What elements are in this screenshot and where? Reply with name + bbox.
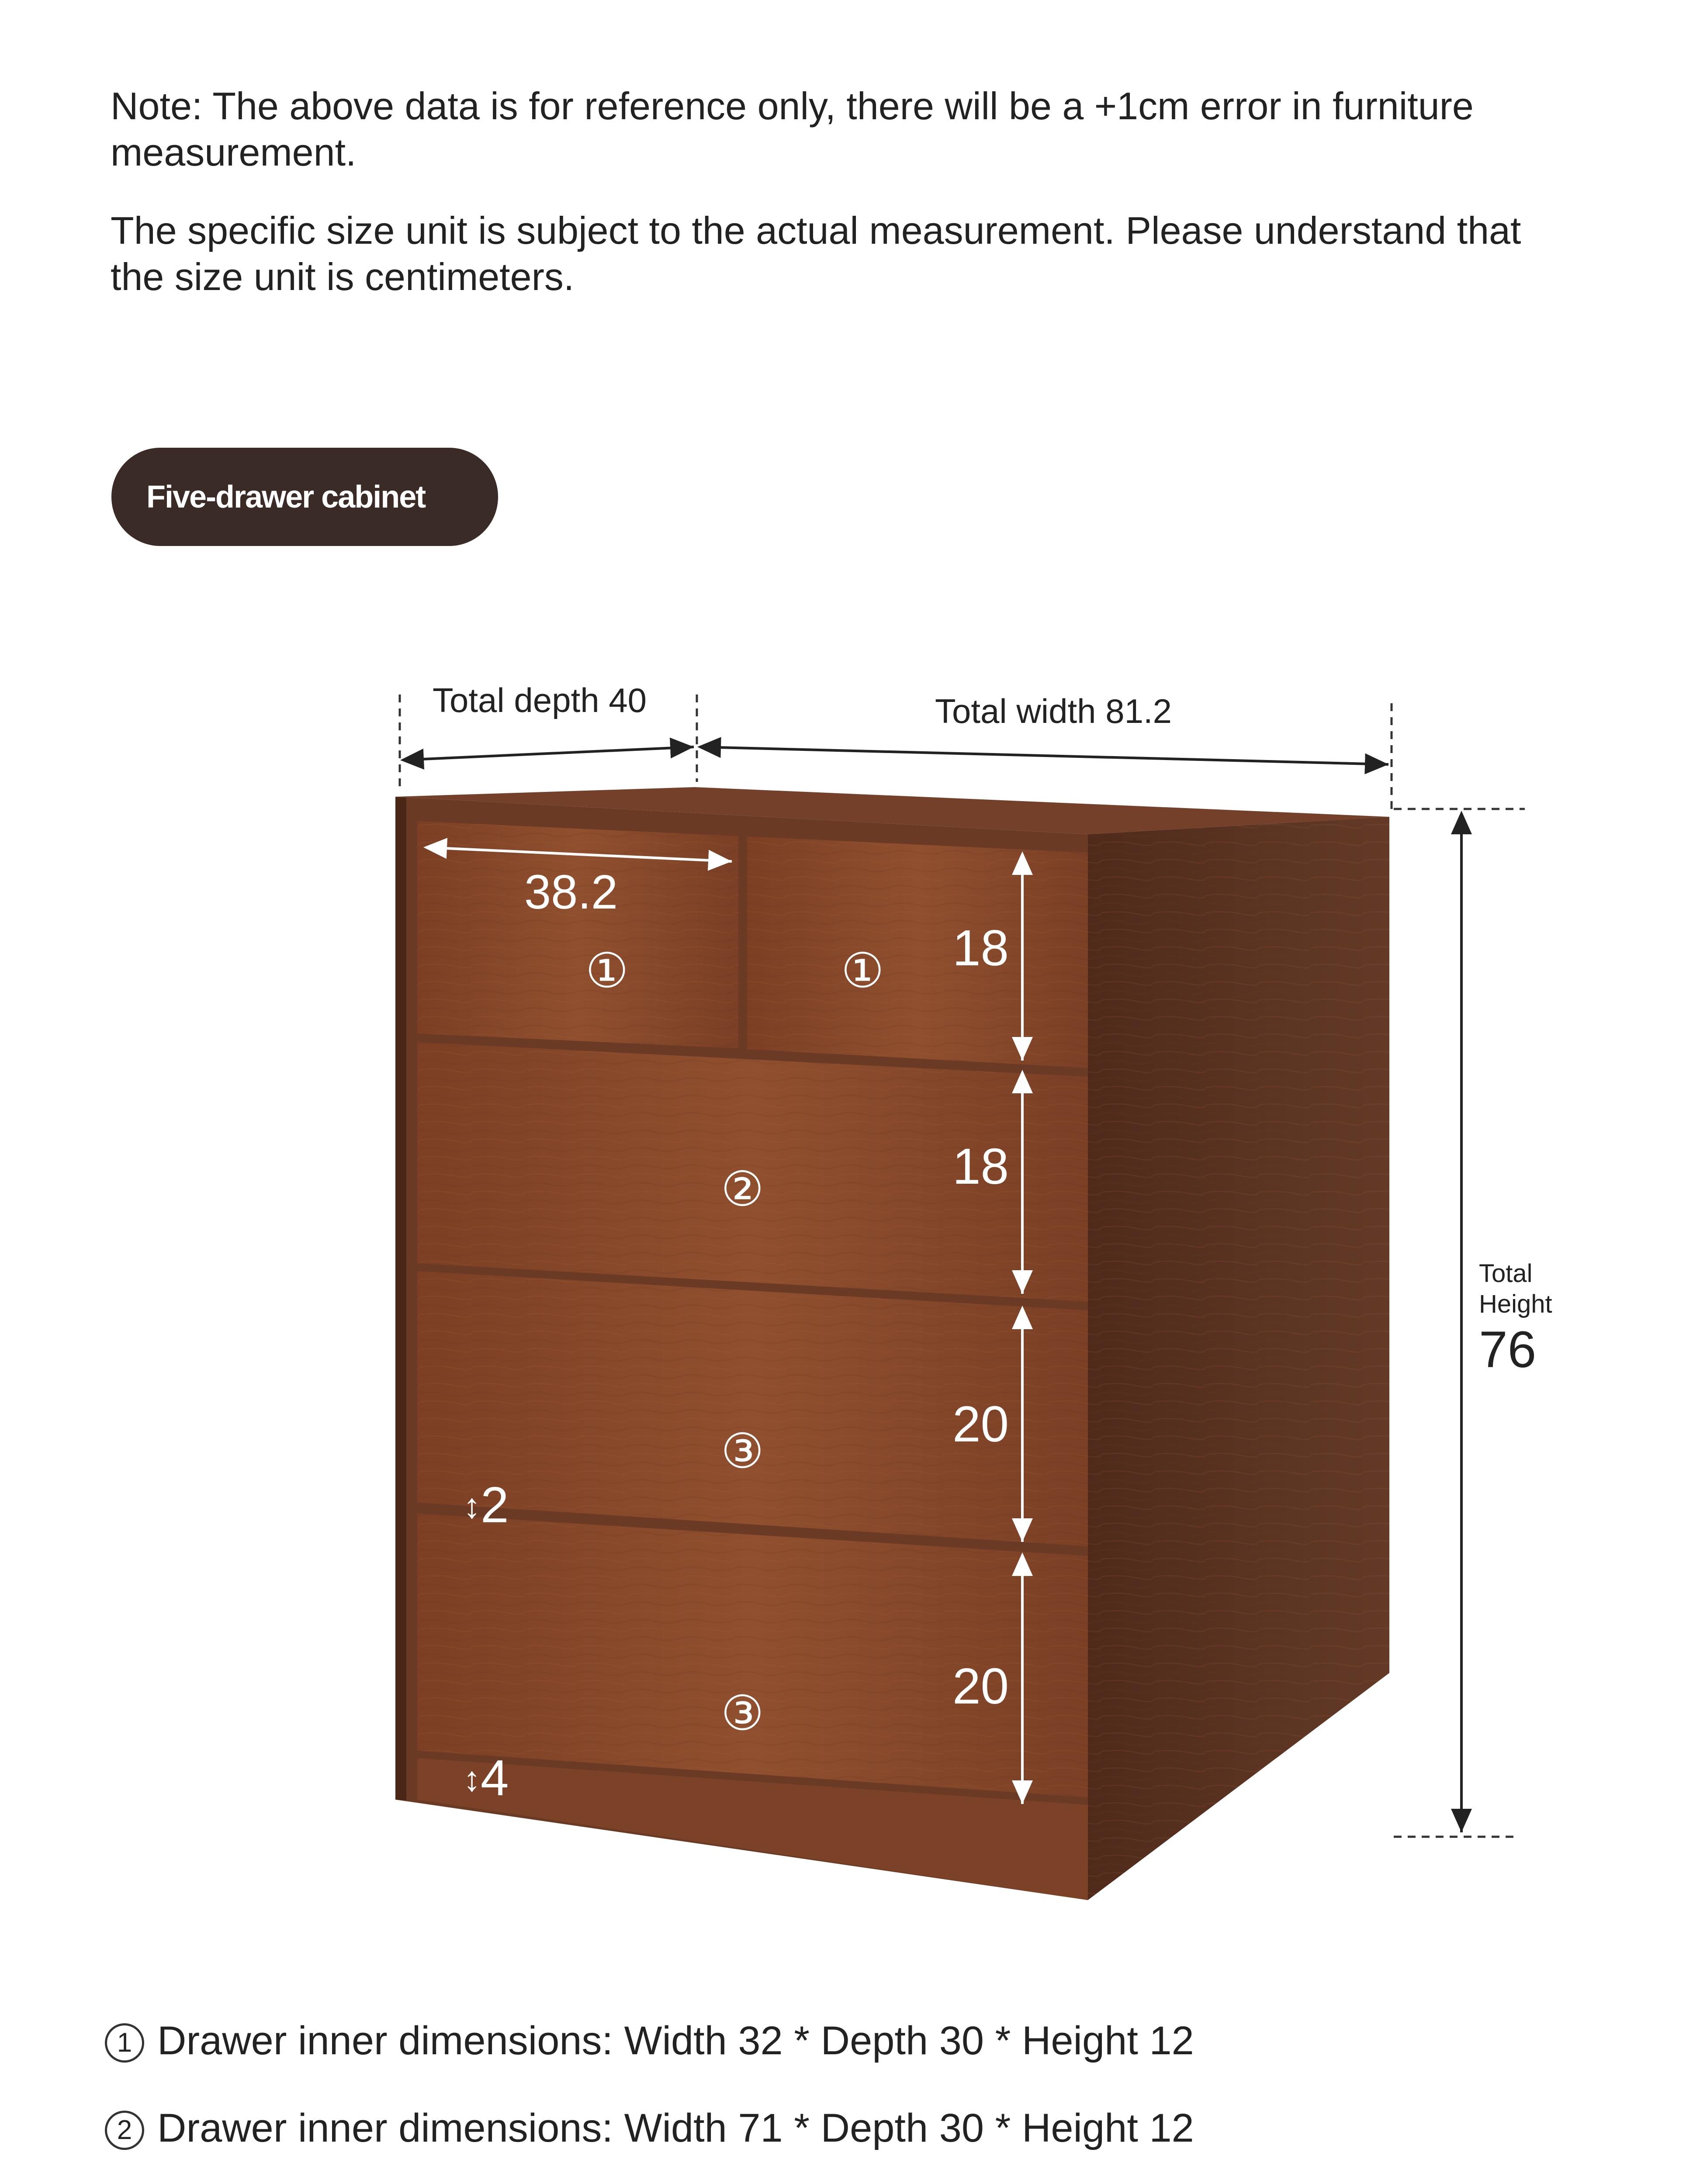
gap-arrow-glyph: ↕ [463, 1486, 481, 1525]
total-depth-label: Total depth 40 [433, 681, 647, 719]
base-arrow-glyph: ↕ [463, 1759, 481, 1798]
note-size-unit: The specific size unit is subject to the actual measurement. Please understand that the size unit is centimeters. [111, 209, 1521, 298]
drawer-marker-1a: ① [585, 944, 629, 998]
cabinet-illustration [395, 787, 1389, 1900]
note-reference-only: Note: The above data is for reference only, there will be a +1cm error in furniture measurement. [111, 84, 1474, 174]
spec-text-2: Drawer inner dimensions: Width 71 * Depth 30 * Height 12 [157, 2106, 1194, 2150]
drawer-marker-3a: ③ [721, 1424, 764, 1478]
spec-row-2 [105, 2105, 1194, 2151]
total-height-label-2: Height [1479, 1290, 1552, 1318]
spec-text-1: Drawer inner dimensions: Width 32 * Depth 30 * Height 12 [157, 2018, 1194, 2063]
drawer-marker-2: ② [721, 1162, 764, 1216]
drawer-height-4: 20 [952, 1658, 1009, 1714]
total-height-label-1: Total [1479, 1259, 1533, 1288]
spec-marker-1: 1 [105, 2023, 144, 2063]
product-tag [111, 448, 498, 546]
drawer-height-1: 18 [952, 919, 1009, 976]
spec-marker-2: 2 [105, 2111, 144, 2150]
drawer-height-3: 20 [952, 1396, 1009, 1452]
drawer-marker-3b: ③ [721, 1686, 764, 1740]
total-width-label: Total width 81.2 [935, 692, 1172, 730]
cabinet-dimension-diagram [0, 655, 1693, 1944]
base-label: 4 [481, 1749, 509, 1806]
drawer-marker-1b: ① [841, 944, 884, 998]
drawer-width-label: 38.2 [524, 865, 618, 919]
gap-label: 2 [481, 1476, 509, 1533]
depth-arrow [403, 747, 694, 760]
drawer-height-2: 18 [952, 1138, 1009, 1195]
total-height-value: 76 [1479, 1321, 1537, 1379]
width-arrow [700, 747, 1388, 764]
product-tag-label: Five-drawer cabinet [146, 479, 426, 515]
spec-row-1 [105, 2018, 1194, 2064]
